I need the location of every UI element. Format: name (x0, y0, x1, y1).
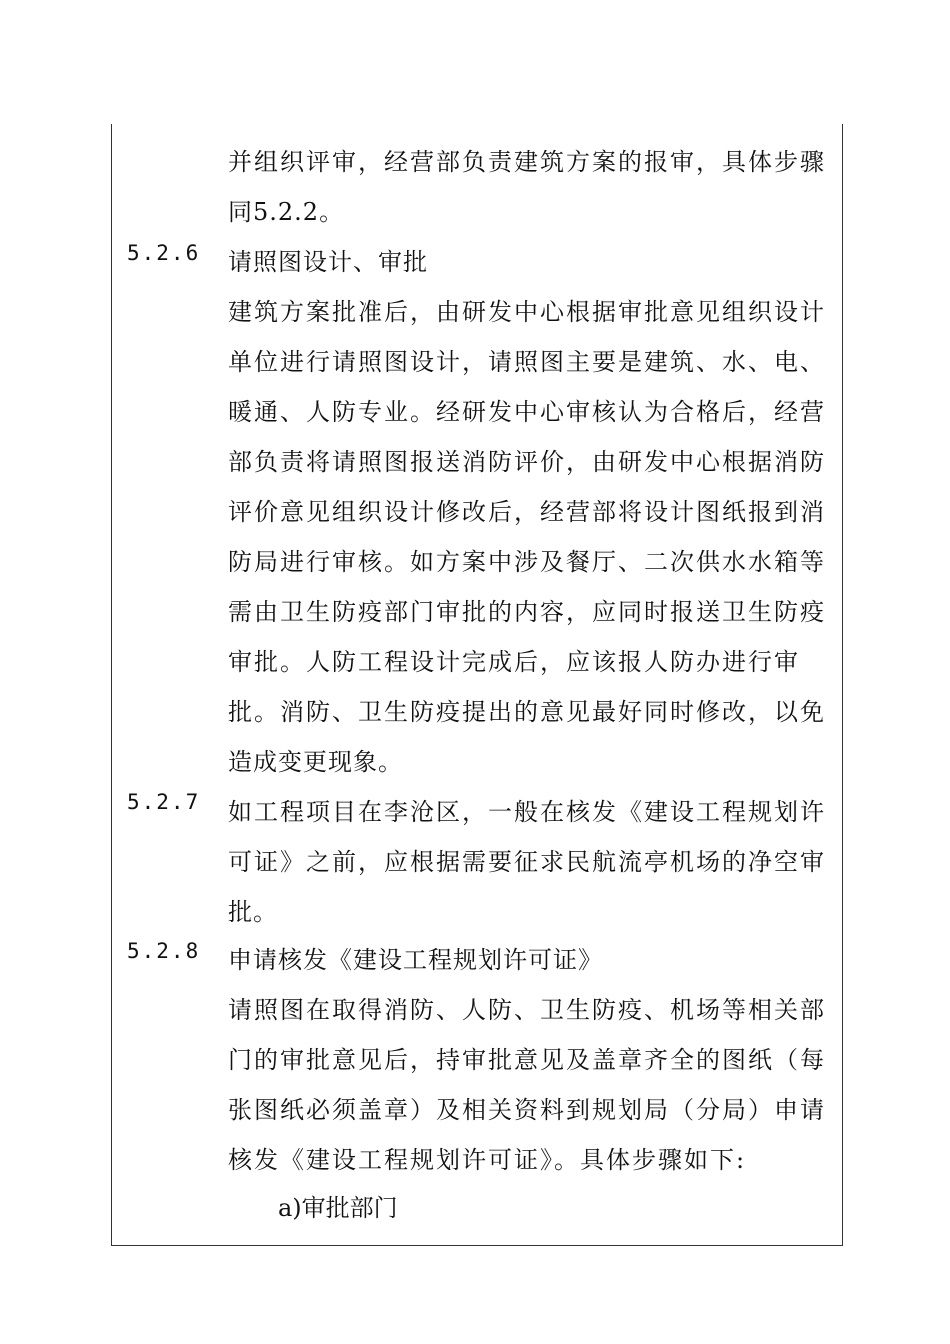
text-line: 批。 (228, 898, 278, 926)
text-line: 批。消防、卫生防疫提出的意见最好同时修改，以免 (228, 698, 826, 726)
document-frame (111, 124, 843, 1246)
text-line: 部负责将请照图报送消防评价，由研发中心根据消防 (228, 448, 826, 476)
section-title: 请照图设计、审批 (228, 248, 428, 276)
text-line: 并组织评审，经营部负责建筑方案的报审，具体步骤 (228, 148, 826, 176)
text-line: 张图纸必须盖章）及相关资料到规划局（分局）申请 (228, 1096, 826, 1124)
text-line: 单位进行请照图设计，请照图主要是建筑、水、电、 (228, 348, 826, 376)
text-line: 可证》之前，应根据需要征求民航流亭机场的净空审 (228, 848, 826, 876)
text-line: 请照图在取得消防、人防、卫生防疫、机场等相关部 (228, 996, 826, 1024)
section-number: 5.2.8 (127, 939, 201, 963)
text-line: 审批。人防工程设计完成后，应该报人防办进行审 (228, 648, 800, 676)
sub-item: a)审批部门 (278, 1194, 398, 1222)
section-number: 5.2.6 (127, 241, 201, 265)
section-title: 申请核发《建设工程规划许可证》 (228, 946, 603, 974)
text-line: 造成变更现象。 (228, 748, 403, 776)
text-line: 评价意见组织设计修改后，经营部将设计图纸报到消 (228, 498, 826, 526)
text-line: 同5.2.2。 (228, 198, 345, 226)
text-line: 如工程项目在李沧区，一般在核发《建设工程规划许 (228, 798, 826, 826)
text-line: 门的审批意见后，持审批意见及盖章齐全的图纸（每 (228, 1046, 826, 1074)
text-line: 建筑方案批准后，由研发中心根据审批意见组织设计 (228, 298, 826, 326)
text-line: 需由卫生防疫部门审批的内容，应同时报送卫生防疫 (228, 598, 826, 626)
text-line: 暖通、人防专业。经研发中心审核认为合格后，经营 (228, 398, 826, 426)
section-number: 5.2.7 (127, 790, 201, 814)
text-line: 核发《建设工程规划许可证》。具体步骤如下: (228, 1146, 747, 1174)
text-line: 防局进行审核。如方案中涉及餐厅、二次供水水箱等 (228, 548, 826, 576)
